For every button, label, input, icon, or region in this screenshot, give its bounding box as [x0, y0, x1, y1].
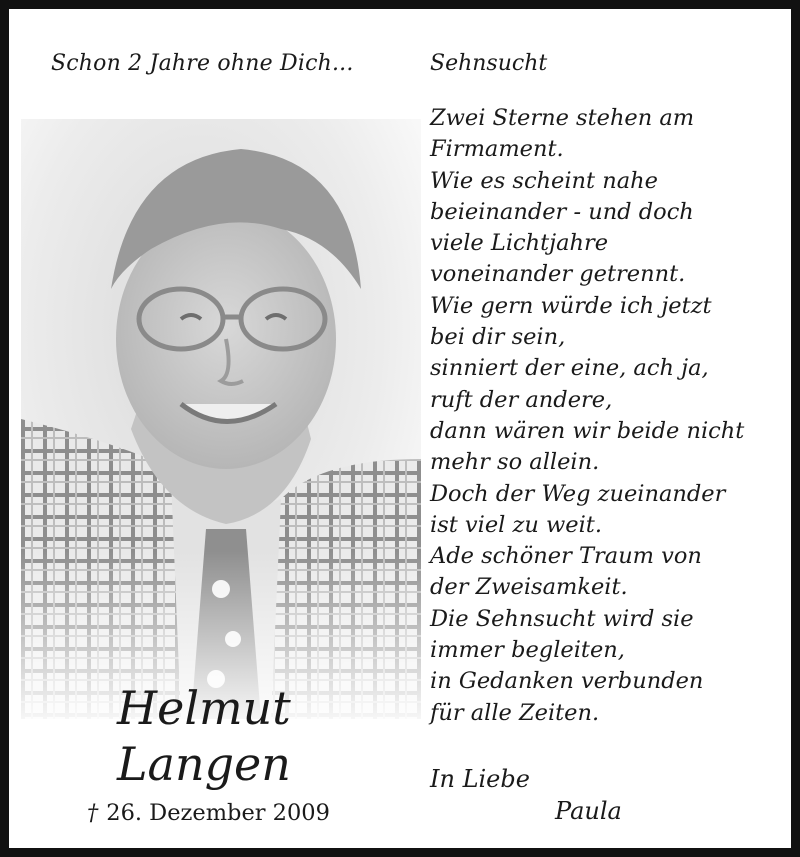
deceased-first-name: Helmut: [117, 681, 291, 735]
closing-phrase: In Liebe: [430, 765, 530, 793]
poem-line: der Zweisamkeit.: [430, 574, 628, 601]
poem-line: voneinander getrennt.: [430, 261, 686, 288]
poem-line: bei dir sein,: [430, 324, 566, 351]
poem-line: Zwei Sterne stehen am: [430, 105, 695, 131]
poem-line: Wie es scheint nahe: [430, 167, 658, 194]
death-date: 26. Dezember 2009: [106, 800, 330, 826]
headline: Schon 2 Jahre ohne Dich...: [51, 51, 354, 76]
portrait-photo: [21, 119, 421, 719]
poem-line: dann wären wir beide nicht: [430, 417, 745, 444]
poem-line: in Gedanken verbunden: [430, 668, 704, 695]
poem-line: Ade schöner Traum von: [430, 543, 702, 570]
poem-line: sinniert der eine, ach ja,: [430, 355, 709, 382]
poem-line: Wie gern würde ich jetzt: [430, 292, 712, 319]
poem-line: Die Sehnsucht wird sie: [430, 605, 694, 632]
poem-line: immer begleiten,: [430, 637, 625, 664]
poem-line: Doch der Weg zueinander: [430, 480, 726, 507]
poem: [430, 103, 744, 729]
deceased-last-name: Langen: [117, 737, 291, 791]
poem-line: viele Lichtjahre: [430, 230, 609, 257]
poem-line: ruft der andere,: [430, 386, 613, 413]
poem-line: ist viel zu weit.: [430, 511, 602, 538]
poem-line: für alle Zeiten.: [430, 699, 600, 726]
death-date-line: [87, 800, 330, 826]
poem-title: Sehnsucht: [430, 51, 548, 76]
poem-line: mehr so allein.: [430, 449, 600, 476]
poem-line: beieinander - und doch: [430, 198, 694, 225]
poem-line: Firmament.: [430, 136, 564, 163]
cross-icon: †: [87, 800, 99, 826]
signature: Paula: [555, 797, 622, 825]
